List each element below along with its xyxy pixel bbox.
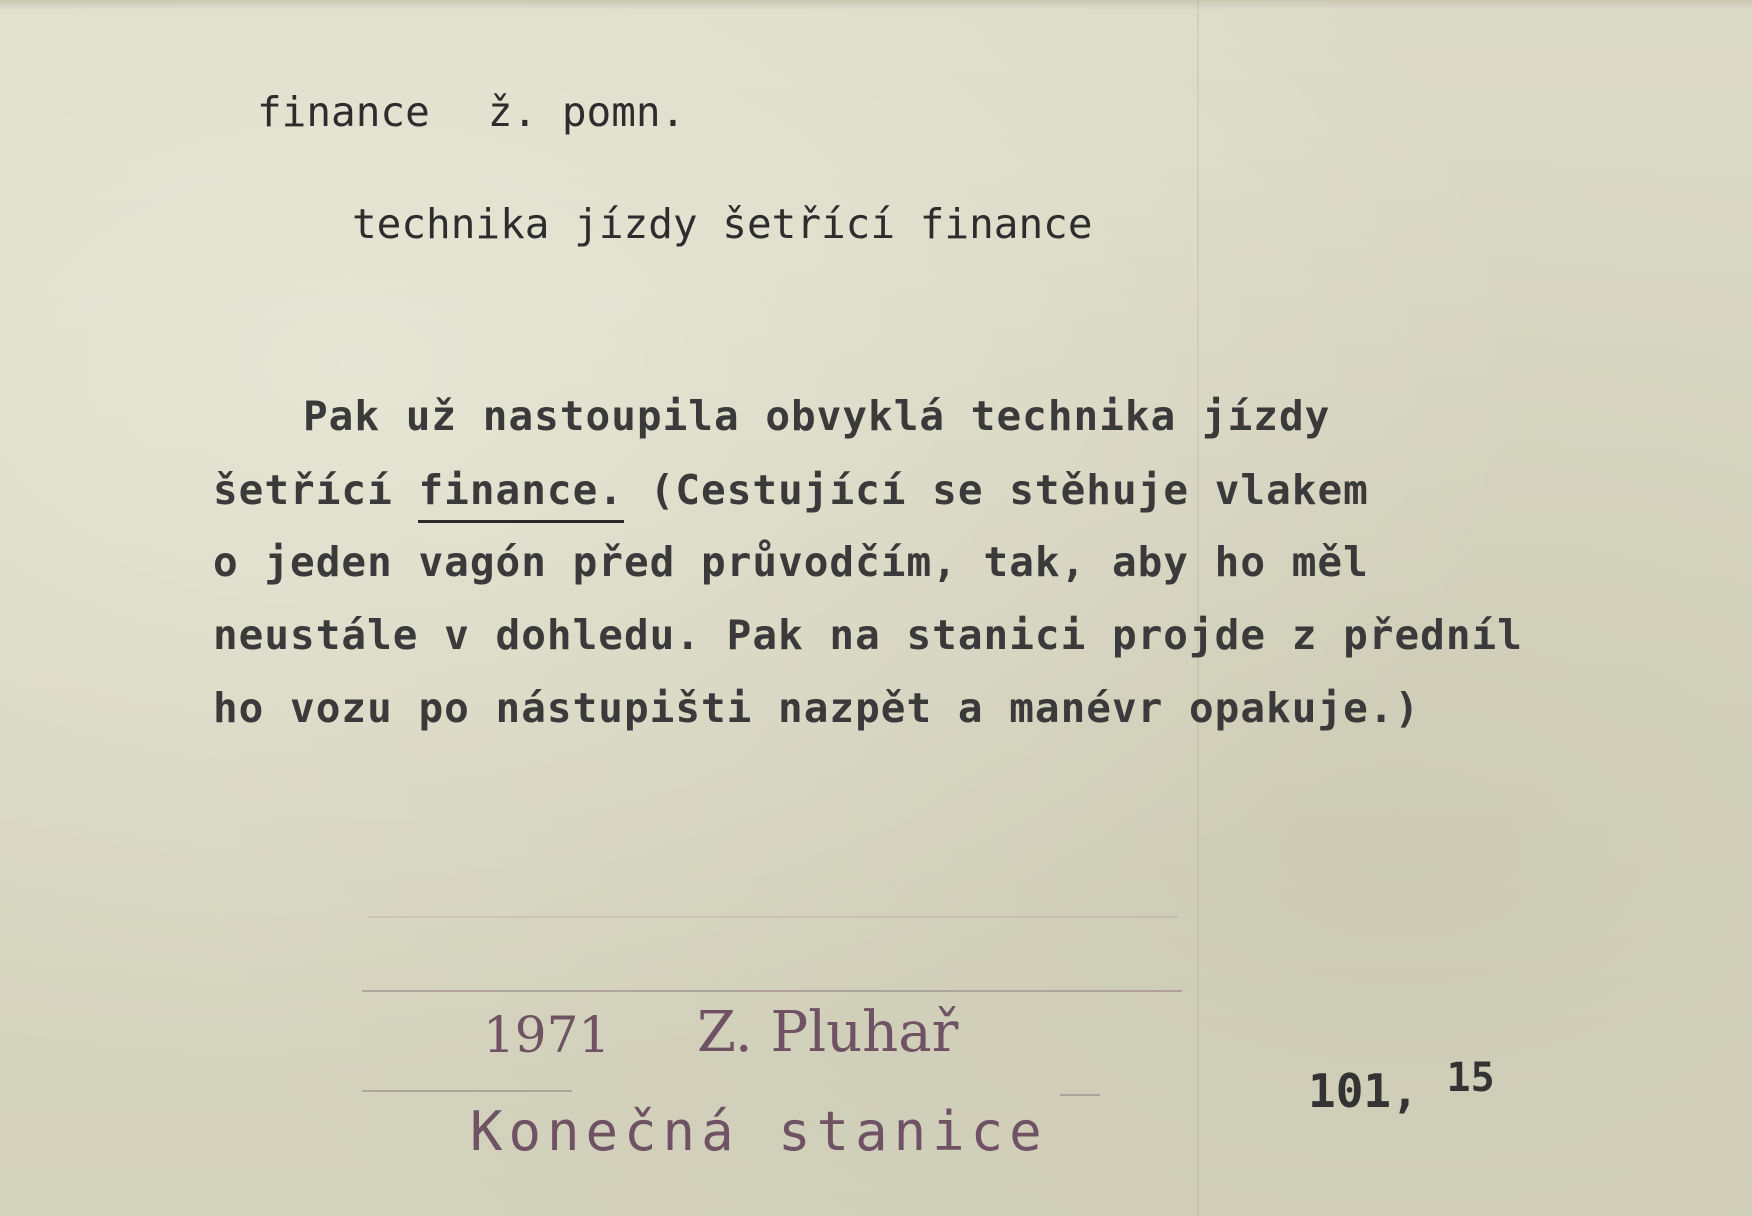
headword: finance — [257, 88, 430, 136]
quote-line-2-end: (Cestující se stěhuje vlakem — [623, 466, 1369, 514]
line-number: 15 — [1446, 1055, 1495, 1101]
phrase: technika jízdy šetřící finance — [352, 200, 1093, 248]
headword-line — [257, 88, 685, 136]
source-author: Z. Pluhař — [697, 1000, 959, 1065]
stamp-rule-faint — [368, 916, 1178, 918]
quote-line-2-start: šetřící — [213, 466, 419, 514]
quote-line-3: o jeden vagón před průvodčím, tak, aby ho měl — [213, 538, 1369, 586]
stamp-rule-right — [1060, 1094, 1100, 1096]
page-number: 101, — [1308, 1064, 1419, 1118]
quote-line-5: ho vozu po nástupišti nazpět a manévr opakuje.) — [213, 684, 1421, 732]
quote-line-2 — [213, 466, 1369, 514]
grammar-label: ž. pomn. — [487, 88, 686, 136]
page-reference — [1308, 1055, 1495, 1118]
underlined-headword: finance. — [418, 466, 623, 523]
source-year: 1971 — [483, 1006, 611, 1064]
card-top-edge — [0, 0, 1752, 10]
stamp-rule-left — [362, 1090, 572, 1092]
source-title: Konečná stanice — [470, 1100, 1048, 1163]
quote-line-1: Pak už nastoupila obvyklá technika jízdy — [303, 392, 1331, 440]
paper-fold-line — [1197, 0, 1199, 1216]
stamp-rule-top — [362, 990, 1182, 992]
quote-line-4: neustále v dohledu. Pak na stanici projde z předníl — [213, 611, 1523, 659]
